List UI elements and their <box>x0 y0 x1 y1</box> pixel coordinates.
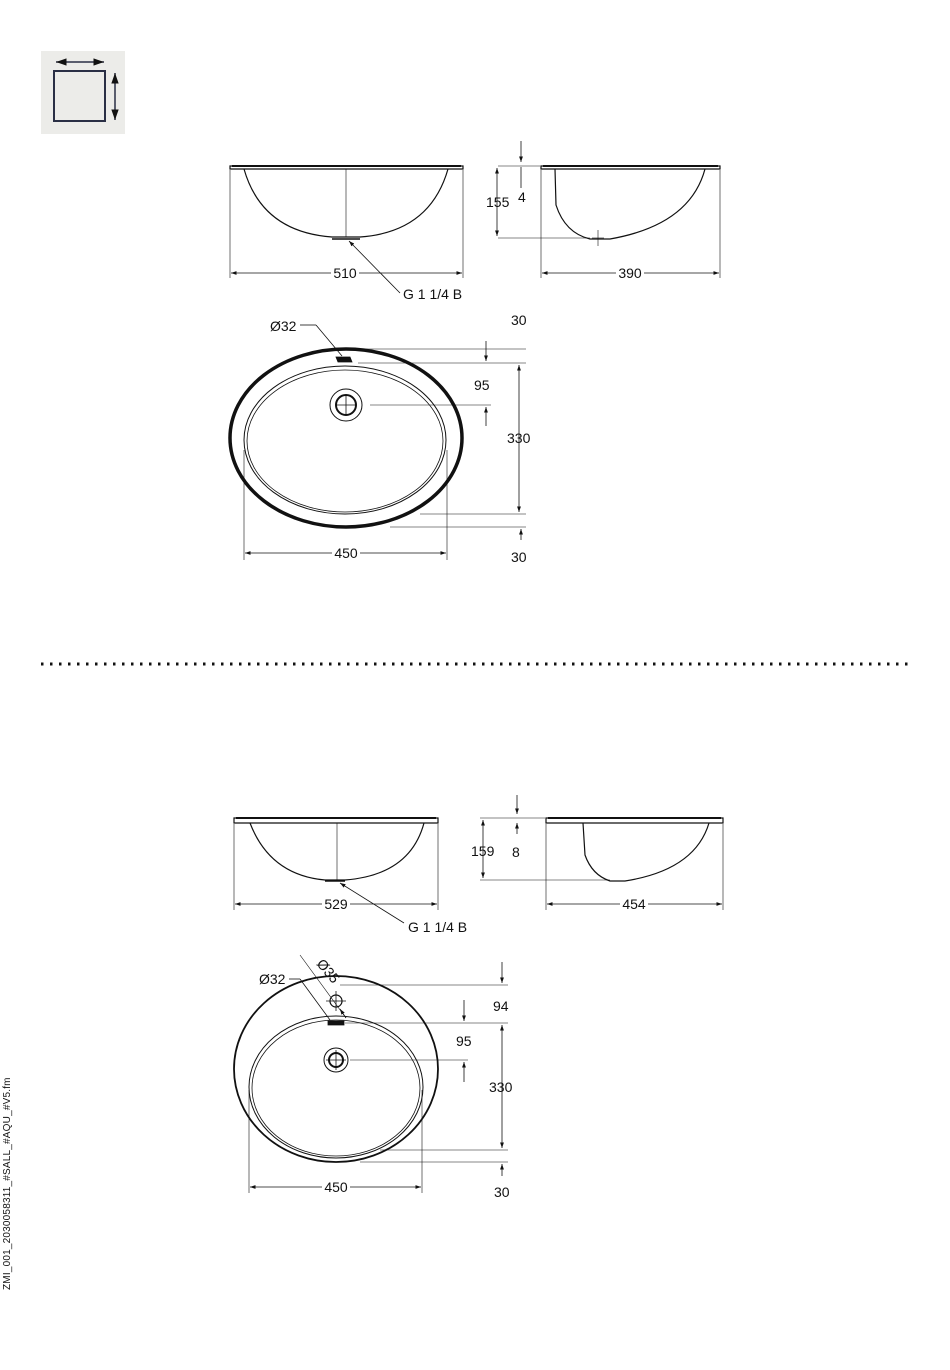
basin-top-side-view <box>497 141 720 278</box>
dimensions-icon <box>41 51 125 134</box>
basin-top-rim: 4 <box>518 189 526 205</box>
basin-bottom-bottom-margin: 30 <box>494 1184 510 1200</box>
basin-bottom-front-width: 529 <box>324 896 348 912</box>
basin-top-waste-label: G 1 1/4 B <box>403 286 463 302</box>
basin-top-plan-view <box>230 325 526 560</box>
basin-bottom-cutout-width: 450 <box>324 1179 348 1195</box>
basin-bottom-top-margin: 94 <box>493 998 509 1014</box>
basin-bottom-rim: 8 <box>512 844 520 860</box>
basin-top-bottom-margin: 30 <box>511 549 527 565</box>
basin-bottom-drain-offset: 95 <box>456 1033 472 1049</box>
basin-top-front-width: 510 <box>333 265 357 281</box>
basin-bottom-cutout-height: 330 <box>489 1079 513 1095</box>
basin-top-side-length: 390 <box>618 265 642 281</box>
basin-bottom-depth: 159 <box>471 843 495 859</box>
basin-top-cutout-width: 450 <box>334 545 358 561</box>
basin-bottom-plan-view <box>234 955 508 1193</box>
basin-bottom-waste-label: G 1 1/4 B <box>408 919 468 935</box>
basin-bottom-tap-hole: Ø35 <box>313 955 343 987</box>
basin-top-waste-hole: Ø32 <box>270 318 297 334</box>
basin-top-depth: 155 <box>486 194 510 210</box>
basin-bottom-waste-hole: Ø32 <box>259 971 286 987</box>
document-file-label: ZMI_001_2030058311_#SALL_#AQU_#V5.fm <box>2 1077 13 1290</box>
basin-bottom-side-length: 454 <box>622 896 646 912</box>
basin-top-drain-offset: 95 <box>474 377 490 393</box>
basin-top-top-margin: 30 <box>511 312 527 328</box>
basin-top-cutout-height: 330 <box>507 430 531 446</box>
